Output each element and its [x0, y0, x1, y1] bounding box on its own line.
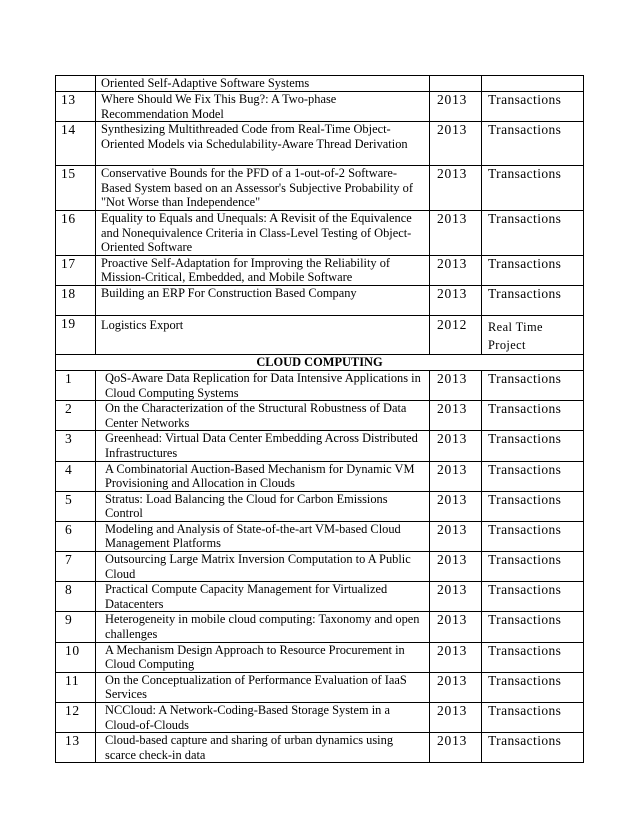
project-type: Transactions: [482, 703, 584, 733]
project-type: [482, 76, 584, 92]
project-title: On the Conceptualization of Performance Evaluation of IaaS Services: [96, 672, 430, 702]
project-type: Transactions: [482, 285, 584, 315]
project-year: 2013: [430, 210, 482, 255]
project-type: Transactions: [482, 401, 584, 431]
project-type: Transactions: [482, 255, 584, 285]
project-type: Transactions: [482, 370, 584, 400]
project-year: 2013: [430, 672, 482, 702]
project-type: Real Time Project: [482, 315, 584, 354]
table-row-continued: [56, 76, 584, 92]
table-row: [56, 612, 584, 642]
project-title: A Combinatorial Auction-Based Mechanism for Dynamic VM Provisioning and Allocation in Clouds: [96, 461, 430, 491]
project-year: 2013: [430, 612, 482, 642]
row-number: 19: [56, 315, 96, 354]
project-type: Transactions: [482, 552, 584, 582]
project-title: QoS-Aware Data Replication for Data Intensive Applications in Cloud Computing Systems: [96, 370, 430, 400]
table-row: [56, 672, 584, 702]
project-title: Practical Compute Capacity Management for Virtualized Datacenters: [96, 582, 430, 612]
section-heading-row: [56, 354, 584, 370]
table-body: [56, 76, 584, 763]
project-type: Transactions: [482, 431, 584, 461]
row-number: 12: [56, 703, 96, 733]
project-year: 2013: [430, 431, 482, 461]
row-number: 15: [56, 166, 96, 211]
row-number: 13: [56, 733, 96, 763]
table-row: [56, 285, 584, 315]
project-year: 2013: [430, 582, 482, 612]
table-row: [56, 92, 584, 122]
project-type: Transactions: [482, 672, 584, 702]
project-type: Transactions: [482, 122, 584, 166]
project-title: Modeling and Analysis of State-of-the-art VM-based Cloud Management Platforms: [96, 521, 430, 551]
project-title: Stratus: Load Balancing the Cloud for Carbon Emissions Control: [96, 491, 430, 521]
project-year: 2013: [430, 122, 482, 166]
table-row: [56, 521, 584, 551]
project-title: A Mechanism Design Approach to Resource Procurement in Cloud Computing: [96, 642, 430, 672]
table-row: [56, 401, 584, 431]
project-type: Transactions: [482, 642, 584, 672]
project-year: 2013: [430, 92, 482, 122]
project-title: Oriented Self-Adaptive Software Systems: [96, 76, 430, 92]
table-row: [56, 491, 584, 521]
row-number: 11: [56, 672, 96, 702]
row-number: 8: [56, 582, 96, 612]
project-year: 2013: [430, 642, 482, 672]
row-number: 1: [56, 370, 96, 400]
project-title: Outsourcing Large Matrix Inversion Computation to A Public Cloud: [96, 552, 430, 582]
project-year: 2013: [430, 733, 482, 763]
project-list-table: [55, 75, 584, 763]
table-row: [56, 255, 584, 285]
project-year: 2013: [430, 521, 482, 551]
row-number: 5: [56, 491, 96, 521]
row-number: 14: [56, 122, 96, 166]
project-type: Transactions: [482, 612, 584, 642]
row-number: 6: [56, 521, 96, 551]
project-title: NCCloud: A Network-Coding-Based Storage System in a Cloud-of-Clouds: [96, 703, 430, 733]
project-title: Cloud-based capture and sharing of urban dynamics using scarce check-in data: [96, 733, 430, 763]
project-year: 2013: [430, 285, 482, 315]
project-year: 2013: [430, 703, 482, 733]
row-number: 4: [56, 461, 96, 491]
section-heading: CLOUD COMPUTING: [56, 354, 584, 370]
project-title: Logistics Export: [96, 315, 430, 354]
table-row: [56, 166, 584, 211]
project-type: Transactions: [482, 491, 584, 521]
project-title: Proactive Self-Adaptation for Improving the Reliability of Mission-Critical, Embedded, and Mobile Software: [96, 255, 430, 285]
project-title: Heterogeneity in mobile cloud computing: Taxonomy and open challenges: [96, 612, 430, 642]
row-number: 13: [56, 92, 96, 122]
project-year: 2012: [430, 315, 482, 354]
table-row: [56, 431, 584, 461]
project-year: 2013: [430, 255, 482, 285]
project-title: Conservative Bounds for the PFD of a 1-out-of-2 Software-Based System based on an Assessor's Subjective Probability of "Not Worse than Independence": [96, 166, 430, 211]
project-year: 2013: [430, 491, 482, 521]
row-number: 3: [56, 431, 96, 461]
row-number: 17: [56, 255, 96, 285]
table-row: [56, 703, 584, 733]
project-type: Transactions: [482, 582, 584, 612]
project-type: Transactions: [482, 166, 584, 211]
row-number: 7: [56, 552, 96, 582]
table-row: [56, 122, 584, 166]
row-number: 16: [56, 210, 96, 255]
table-row: [56, 582, 584, 612]
project-year: 2013: [430, 166, 482, 211]
table-row: [56, 210, 584, 255]
table-row: [56, 461, 584, 491]
project-type: Transactions: [482, 733, 584, 763]
project-type: Transactions: [482, 461, 584, 491]
project-year: 2013: [430, 461, 482, 491]
project-year: 2013: [430, 552, 482, 582]
table-row: [56, 642, 584, 672]
project-year: 2013: [430, 370, 482, 400]
row-number: 2: [56, 401, 96, 431]
project-title: Synthesizing Multithreaded Code from Real-Time Object-Oriented Models via Schedulability-Aware Thread Derivation: [96, 122, 430, 166]
table-row: [56, 733, 584, 763]
row-number: [56, 76, 96, 92]
table-row: [56, 552, 584, 582]
project-type: Transactions: [482, 210, 584, 255]
table-row: [56, 315, 584, 354]
table-row: [56, 370, 584, 400]
project-year: 2013: [430, 401, 482, 431]
project-title: Equality to Equals and Unequals: A Revisit of the Equivalence and Nonequivalence Criteria in Class-Level Testing of Object-Oriented Software: [96, 210, 430, 255]
project-title: On the Characterization of the Structural Robustness of Data Center Networks: [96, 401, 430, 431]
row-number: 18: [56, 285, 96, 315]
row-number: 9: [56, 612, 96, 642]
project-title: Building an ERP For Construction Based Company: [96, 285, 430, 315]
project-title: Where Should We Fix This Bug?: A Two-phase Recommendation Model: [96, 92, 430, 122]
project-type: Transactions: [482, 521, 584, 551]
row-number: 10: [56, 642, 96, 672]
project-year: [430, 76, 482, 92]
project-title: Greenhead: Virtual Data Center Embedding Across Distributed Infrastructures: [96, 431, 430, 461]
project-type: Transactions: [482, 92, 584, 122]
